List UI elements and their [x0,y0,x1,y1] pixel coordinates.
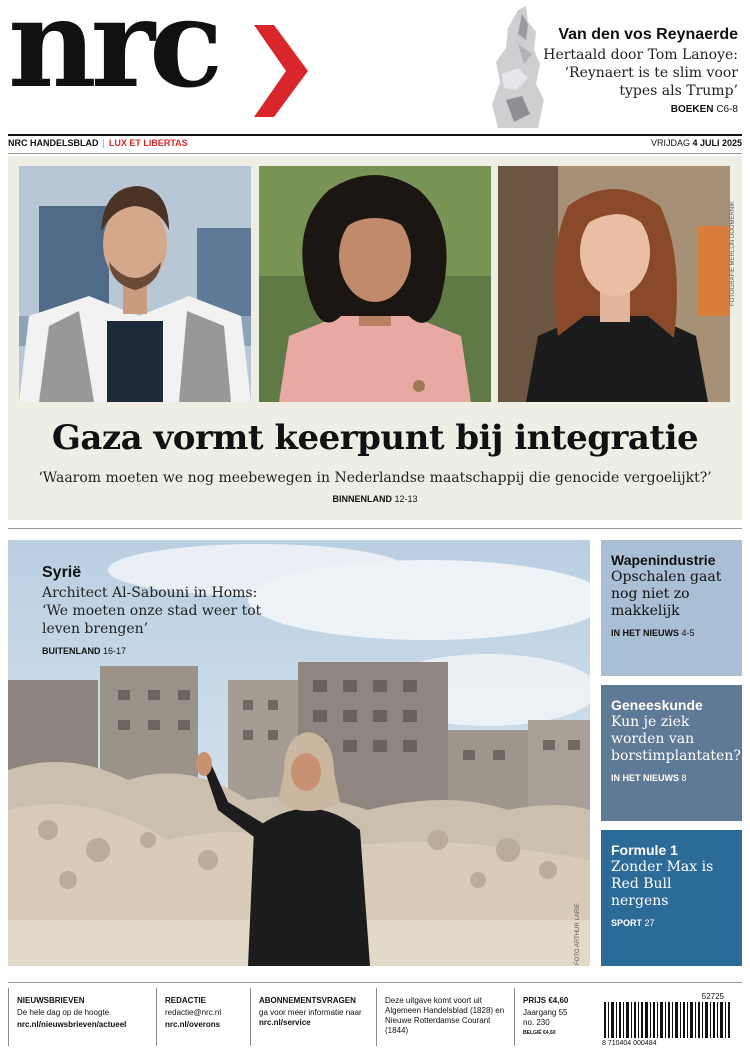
paper-motto: LUX ET LIBERTAS [108,138,188,148]
lead-photo-credit: FOTOGRAFIE MERLIJN DOOMERNIK [730,201,736,306]
sidebox-pages: 27 [644,918,655,928]
sidebox-formule-1[interactable] [601,830,742,966]
teaser-pages: C6-8 [716,104,738,115]
issue-weekday: VRIJDAG [650,138,690,148]
lead-section: BINNENLAND [332,494,392,504]
footer-editorial [156,988,248,1046]
footer-subscriptions-text: ga voor meer informatie naar [259,1008,362,1017]
lead-story[interactable] [8,156,742,520]
masthead [0,0,750,135]
footer-editorial-title: REDACTIE [165,996,206,1005]
footer-subscriptions-link[interactable]: nrc.nl/service [259,1018,311,1027]
footer-newsletters-title: NIEUWSBRIEVEN [17,996,85,1005]
footer [8,988,742,1050]
footer-editorial-email[interactable]: redactie@nrc.nl [165,1008,222,1017]
sidebox-section: IN HET NIEUWS [611,773,680,783]
issue-day: 4 JULI 2025 [692,138,742,148]
syria-feature[interactable] [8,540,590,966]
sidebox-kicker: Formule 1 [611,842,678,858]
lead-quote: ‘Waarom moeten we nog meebewegen in Nederlandse maatschappij die genocide vergoelijkt?’ [38,470,712,486]
footer-newsletters-link[interactable]: nrc.nl/nieuwsbrieven/actueel [17,1020,127,1029]
footer-price [514,988,594,1046]
nrc-logo[interactable]: nrc [8,0,218,115]
feature-text [42,564,272,656]
footer-rule [8,982,742,983]
footer-newsletters-line: De hele dag op de hoogte [17,1008,110,1017]
teaser-body: Hertaald door Tom Lanoye: ‘Reynaert is te slim voor types als Trump’ [543,47,738,99]
sidebox-section: SPORT [611,918,643,928]
feature-kicker: Syrië [42,564,82,581]
sidebox-reference [611,773,732,783]
dateline [8,138,742,152]
barcode-icon [598,990,742,1046]
sidebox-body: Opschalen gaat nog niet zo makkelijk [611,569,722,619]
feature-body[interactable]: Architect Al-Sabouni in Homs: ‘We moeten onze stad weer tot leven brengen’ [42,585,262,637]
sidebox-pages: 8 [681,773,687,783]
sidebox-body: Zonder Max is Red Bull nergens [611,859,714,909]
sidebox-body: Kun je ziek worden van borstimplantaten? [611,714,741,764]
masthead-rule [8,134,742,136]
lead-reference [8,494,742,504]
sidebox-reference [611,918,732,928]
footer-subscriptions-line [259,1008,374,1028]
sidebox-wapenindustrie[interactable] [601,540,742,676]
footer-history-text: Deze uitgave komt voort uit Algemeen Handelsblad (1828) en Nieuwe Rotterdamse Courant (1844) [385,996,505,1035]
lead-headline[interactable]: Gaza vormt keerpunt bij integratie [51,418,699,458]
logo-chevron-icon [250,25,308,117]
footer-newsletters [8,988,154,1046]
footer-subscriptions-title: ABONNEMENTSVRAGEN [259,996,356,1005]
footer-belgium-price: BELGIË €4,60 [523,1030,556,1036]
footer-history [376,988,512,1046]
sidebox-kicker: Wapenindustrie [611,552,716,568]
portrait-photo-woman-red-hair [498,166,730,402]
sidebox-pages: 4-5 [681,628,695,638]
barcode-digits: 8 710404 000484 [602,1040,657,1046]
feature-photo-credit: FOTO ARTHUR LARIE [575,903,581,965]
issue-date [651,138,742,148]
feature-pages: 16-17 [103,646,127,656]
lead-pages: 12-13 [394,494,418,504]
section-rule [8,528,742,529]
sidebox-reference [611,628,732,638]
teaser-reference [671,104,738,115]
dateline-separator: | [102,138,105,148]
teaser-section: BOEKEN [670,104,714,115]
teaser-kicker: Van den vos Reynaerde [558,26,738,43]
barcode-top-number: 52725 [701,992,724,1001]
footer-volume: Jaargang 55 [523,1008,568,1017]
footer-issue: no. 230 [523,1018,550,1027]
portrait-photo-man [19,166,251,402]
sidebox-geneeskunde[interactable] [601,685,742,821]
dateline-rule [8,153,742,154]
footer-editorial-link[interactable]: nrc.nl/overons [165,1020,221,1029]
sidebox-section: IN HET NIEUWS [611,628,680,638]
paper-name: NRC HANDELSBLAD [8,138,99,148]
feature-section: BUITENLAND [42,646,101,656]
footer-price-label: PRIJS €4,60 [523,996,569,1005]
footer-subscriptions [250,988,374,1046]
sidebox-kicker: Geneeskunde [611,697,703,713]
feature-reference [42,646,272,656]
portrait-photo-woman-curly [259,166,491,402]
